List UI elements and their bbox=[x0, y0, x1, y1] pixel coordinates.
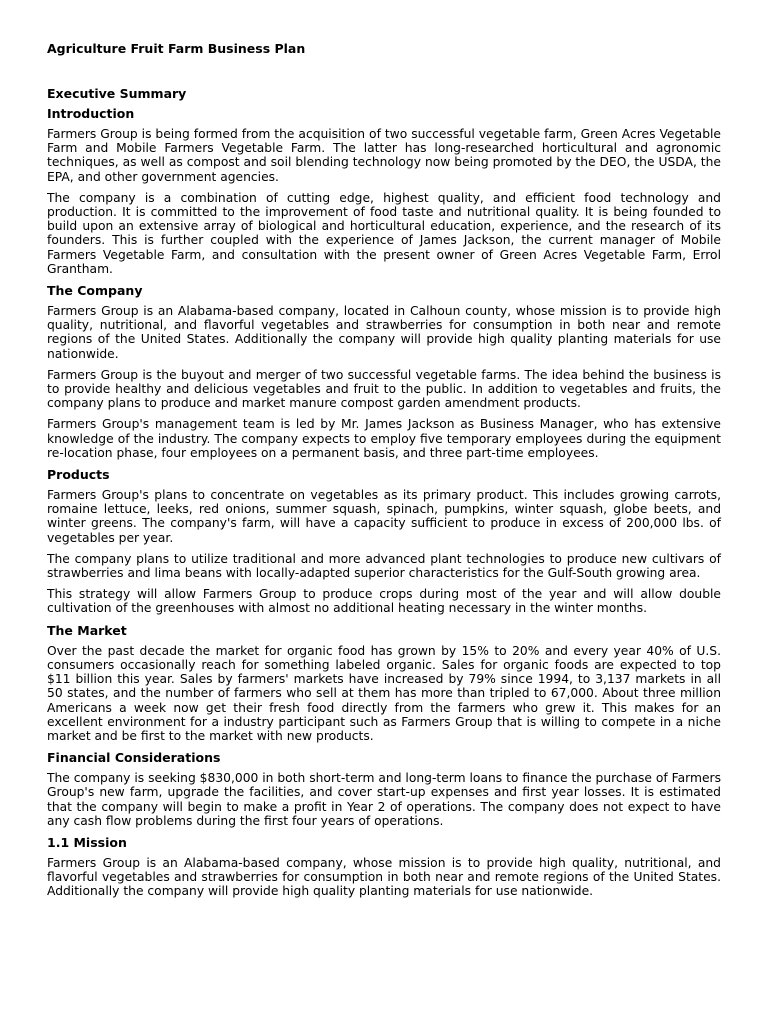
heading-financial-considerations: Financial Considerations bbox=[47, 750, 221, 766]
introduction-paragraph-2: The company is a combination of cutting edge, highest quality, and efficient food technology and production. It is committed to the improvement of food taste and nutritional quality. It is being founded to build upon an extensive array of biological and horticultural education, experience, and the research of its founders. This is further coupled with the experience of James Jackson, the current manager of Mobile Farmers Vegetable Farm, and consultation with the present owner of Green Acres Vegetable Farm, Errol Grantham. bbox=[47, 190, 721, 276]
company-paragraph-1: Farmers Group is an Alabama-based company, located in Calhoun county, whose mission is to provide high quality, nutritional, and flavorful vegetables and strawberries for consumption in both near and remote regions of the United States. Additionally the company will provide high quality planting materials for use nationwide. bbox=[47, 304, 721, 361]
market-paragraph-1: Over the past decade the market for organic food has grown by 15% to 20% and every year 40% of U.S. consumers occasionally reach for something labeled organic. Sales for organic foods are expected to top $11 billion this year. Sales by farmers' markets have increased by 79% since 1994, to 3,137 markets in all 50 states, and the number of farmers who sell at them has more than tripled to 67,000. About three million Americans a week now get their fresh food directly from the farmers who grew it. This makes for an excellent environment for a industry participant such as Farmers Group that is willing to compete in a niche market and be first to the market with new products. bbox=[47, 643, 721, 743]
heading-products: Products bbox=[47, 467, 110, 483]
company-paragraph-3: Farmers Group's management team is led by Mr. James Jackson as Business Manager, who has extensive knowledge of the industry. The company expects to employ five temporary employees during the equipment re-location phase, four employees on a permanent basis, and three part-time employees. bbox=[47, 417, 721, 460]
introduction-paragraph-1: Farmers Group is being formed from the acquisition of two successful vegetable farm, Green Acres Vegetable Farm and Mobile Farmers Vegetable Farm. The latter has long-researched horticultural and agronomic techniques, as well as compost and soil blending technology now being promoted by the DEO, the USDA, the EPA, and other government agencies. bbox=[47, 127, 721, 184]
heading-mission: 1.1 Mission bbox=[47, 834, 127, 850]
products-paragraph-1: Farmers Group's plans to concentrate on vegetables as its primary product. This includes growing carrots, romaine lettuce, leeks, red onions, summer squash, spinach, pumpkins, winter squash, globe beets, and winter greens. The company's farm, will have a capacity sufficient to produce in excess of 200,000 lbs. of vegetables per year. bbox=[47, 488, 721, 545]
products-paragraph-3: This strategy will allow Farmers Group to produce crops during most of the year and will allow double cultivation of the greenhouses with almost no additional heating necessary in the winter months. bbox=[47, 587, 721, 616]
heading-the-company: The Company bbox=[47, 283, 143, 299]
company-paragraph-2: Farmers Group is the buyout and merger of two successful vegetable farms. The idea behind the business is to provide healthy and delicious vegetables and fruit to the public. In addition to vegetables and fruits, the company plans to produce and market manure compost garden amendment products. bbox=[47, 367, 721, 411]
heading-executive-summary: Executive Summary bbox=[47, 86, 187, 101]
heading-the-market: The Market bbox=[47, 622, 127, 638]
document-title: Agriculture Fruit Farm Business Plan bbox=[47, 41, 306, 56]
mission-paragraph-1: Farmers Group is an Alabama-based company, whose mission is to provide high quality, nutritional, and flavorful vegetables and strawberries for consumption in both near and remote regions of the United States. Additionally the company will provide high quality planting materials for use nationwide. bbox=[47, 855, 721, 899]
products-paragraph-2: The company plans to utilize traditional and more advanced plant technologies to produce new cultivars of strawberries and lima beans with locally-adapted superior characteristics for the Gulf-South growing area. bbox=[47, 551, 721, 581]
heading-introduction: Introduction bbox=[47, 106, 135, 121]
document-page bbox=[47, 40, 721, 905]
financial-paragraph-1: The company is seeking $830,000 in both short-term and long-term loans to finance the purchase of Farmers Group's new farm, upgrade the facilities, and cover start-up expenses and first year losses. It is estimated that the company will begin to make a profit in Year 2 of operations. The company does not expect to have any cash flow problems during the first four years of operations. bbox=[47, 771, 721, 828]
